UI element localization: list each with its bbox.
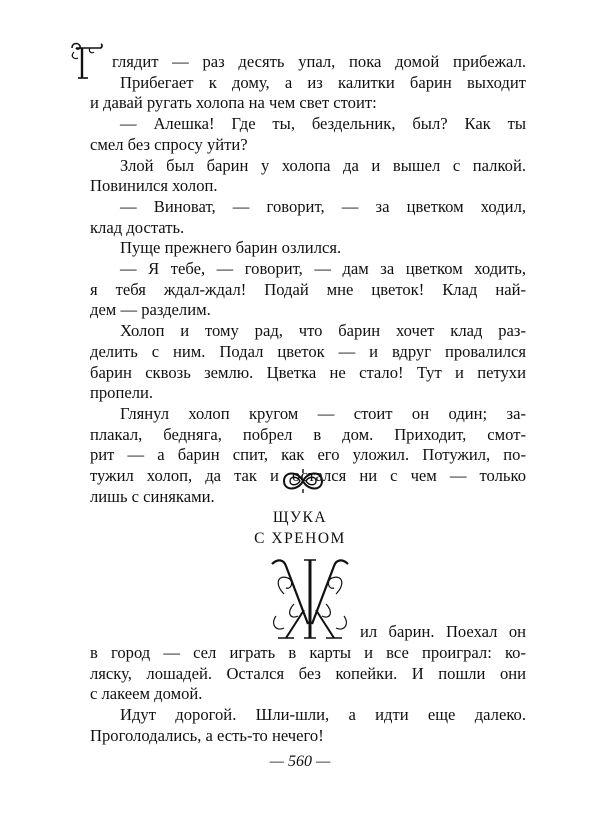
text-line: Идут дорогой. Шли-шли, а идти еще далеко. [120, 705, 526, 725]
page-number: — 560 — [269, 753, 331, 770]
text-line: барин сквозь землю. Цветка не стало! Тут и петухи [90, 362, 526, 382]
text-line: — Алешка! Где ты, бездельник, был? Как ты [120, 114, 526, 134]
text-line: Прибегает к дому, а из калитки барин выходит [120, 72, 526, 92]
text-line: Повинился холоп. [90, 176, 218, 196]
story-title-line1: ЩУКА [272, 509, 328, 526]
text-line: ляску, лошадей. Остался без копейки. И пошли они [90, 663, 526, 683]
text-line: и давай ругать холопа на чем свет стоит: [90, 93, 377, 113]
text-line: тужил холоп, да так и остался ни с чем — только [90, 466, 526, 486]
text-line: рит — а барин спит, как его уложил. Потужил, по- [90, 445, 526, 465]
text-line: Холоп и тому рад, что барин хочет клад раз- [120, 321, 526, 341]
story-first-line: ил барин. Поехал он [360, 622, 526, 641]
knot-ornament [280, 467, 326, 495]
text-line: делить с ним. Подал цветок — и вдруг провалился [90, 341, 526, 361]
story-title-line2: С ХРЕНОМ [254, 530, 346, 547]
text-line: — Я тебе, — говорит, — дам за цветком ходить, [120, 259, 526, 279]
text-line: Злой был барин у холопа да и вышел с палкой. [120, 155, 526, 175]
text-line: — Виноват, — говорит, — за цветком ходил, [120, 196, 526, 216]
text-line: дем — разделим. [90, 300, 211, 320]
text-line: пропели. [90, 383, 154, 403]
text-line: я тебя ждал-ждал! Подай мне цветок! Клад най- [90, 279, 526, 299]
text-line: лишь с синяками. [90, 486, 215, 506]
text-line: плакал, бедняга, побрел в дом. Приходит, смот- [90, 424, 526, 444]
story-text-block-2 [90, 643, 526, 747]
text-line: смел без спросу уйти? [90, 134, 248, 154]
drop-cap-zh-ornament [264, 554, 356, 644]
text-line: клад достать. [90, 217, 185, 237]
story-text-block [90, 52, 526, 507]
text-line: в город — сел играть в карты и все проиграл: ко- [90, 643, 526, 662]
text-line: Проголодались, а есть-то нечего! [90, 725, 324, 745]
text-line: Глянул холоп кругом — стоит он один; за- [120, 403, 526, 423]
text-line: Пуще прежнего барин озлился. [120, 238, 342, 258]
text-line: глядит — раз десять упал, пока домой прибежал. [112, 52, 526, 71]
text-line: с лакеем домой. [90, 684, 203, 704]
